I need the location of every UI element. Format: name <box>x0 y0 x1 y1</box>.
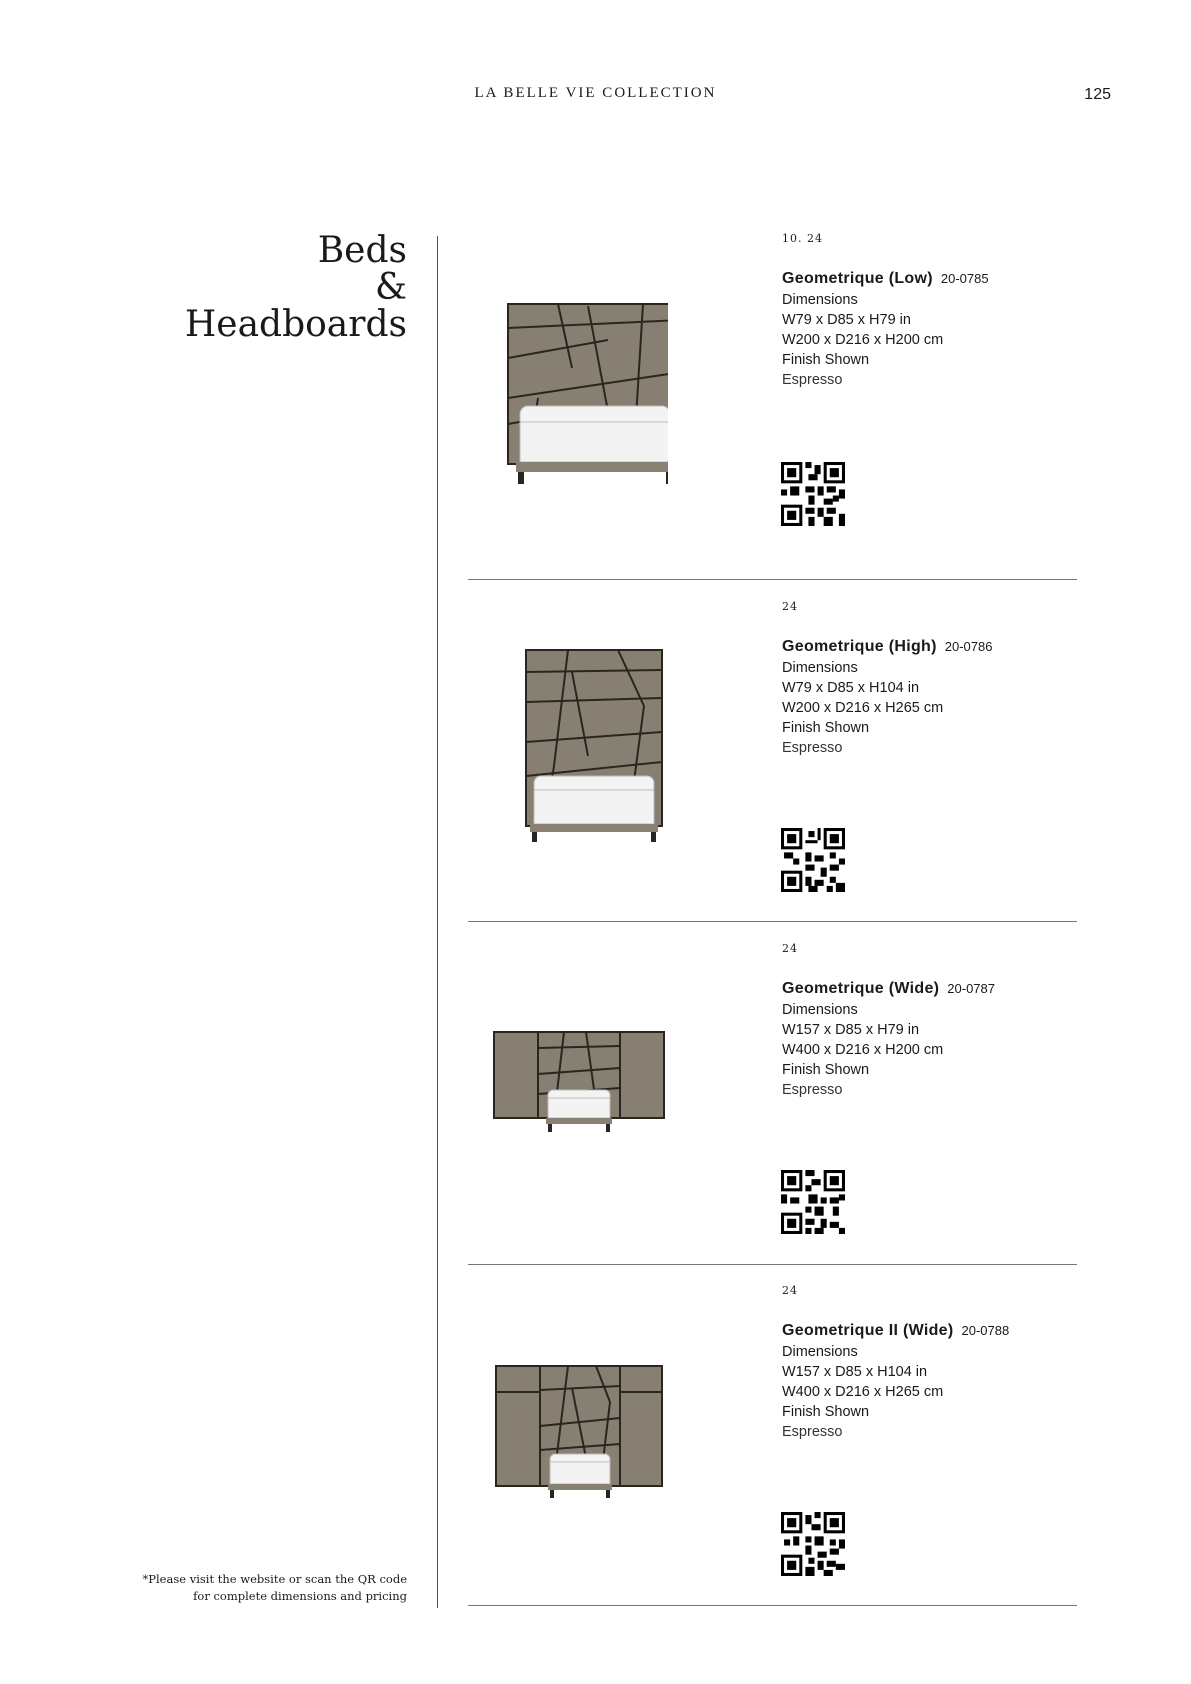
dimensions-inches: W157 x D85 x H79 in <box>782 1022 920 1038</box>
dimensions-inches: W79 x D85 x H104 in <box>782 680 920 696</box>
section-title-line-3: Headboards <box>184 304 407 345</box>
section-title-line-2: & <box>374 267 407 308</box>
page-number: 125 <box>1084 86 1111 103</box>
product-divider <box>468 921 1077 922</box>
dimensions-inches: W79 x D85 x H79 in <box>782 312 911 328</box>
product-name-line <box>782 270 1077 288</box>
dimensions-inches: W157 x D85 x H104 in <box>782 1364 928 1380</box>
product-name: Geometrique II (Wide) <box>782 1322 954 1339</box>
dimensions-cm: W400 x D216 x H265 cm <box>782 1384 944 1400</box>
product-info <box>782 942 1077 1100</box>
dimensions-cm: W200 x D216 x H265 cm <box>782 700 944 716</box>
qr-code-icon[interactable] <box>781 828 845 892</box>
section-title <box>185 232 407 343</box>
collection-title: LA BELLE VIE COLLECTION <box>474 85 717 101</box>
footnote-line-1: *Please visit the website or scan the QR code <box>142 1572 407 1586</box>
dimensions-cm: W200 x D216 x H200 cm <box>782 332 944 348</box>
dimensions-label: Dimensions <box>782 292 858 308</box>
product-name: Geometrique (Low) <box>782 270 933 287</box>
finish-value: Espresso <box>782 1082 843 1098</box>
product-code: 20-0786 <box>944 639 993 654</box>
finish-value: Espresso <box>782 372 843 388</box>
product-divider <box>468 1264 1077 1265</box>
product-name-line <box>782 638 1077 656</box>
vertical-divider <box>437 236 438 1608</box>
footnote <box>143 1571 407 1605</box>
product-info <box>782 232 1077 390</box>
product-name-line <box>782 980 1077 998</box>
finish-label: Finish Shown <box>782 1404 870 1420</box>
product-card-geometrique-wide <box>468 942 1077 1265</box>
product-code: 20-0785 <box>940 271 989 286</box>
qr-code-icon[interactable] <box>781 462 845 526</box>
dimensions-label: Dimensions <box>782 1344 858 1360</box>
product-card-geometrique-high <box>468 600 1077 922</box>
product-name: Geometrique (High) <box>782 638 937 655</box>
finish-value: Espresso <box>782 740 843 756</box>
product-divider <box>468 579 1077 580</box>
finish-label: Finish Shown <box>782 1062 870 1078</box>
product-info <box>782 600 1077 758</box>
finish-label: Finish Shown <box>782 720 870 736</box>
dimensions-cm: W400 x D216 x H200 cm <box>782 1042 944 1058</box>
product-card-geometrique-ii-wide <box>468 1284 1077 1606</box>
product-info <box>782 1284 1077 1442</box>
dimensions-label: Dimensions <box>782 1002 858 1018</box>
section-title-line-1: Beds <box>317 230 407 271</box>
product-name-line <box>782 1322 1077 1340</box>
finish-value: Espresso <box>782 1424 843 1440</box>
product-code: 20-0787 <box>947 981 995 996</box>
bed-wide-high-illustration <box>468 1362 668 1502</box>
product-card-geometrique-low <box>468 232 1077 580</box>
product-divider <box>468 1605 1077 1606</box>
product-index: 24 <box>782 600 798 613</box>
finish-label: Finish Shown <box>782 352 870 368</box>
bed-high-illustration <box>468 646 668 846</box>
product-index: 24 <box>782 1284 798 1297</box>
qr-code-icon[interactable] <box>781 1170 845 1234</box>
qr-code-icon[interactable] <box>781 1512 845 1576</box>
product-index: 24 <box>782 942 798 955</box>
dimensions-label: Dimensions <box>782 660 858 676</box>
product-code: 20-0788 <box>961 1323 1010 1338</box>
bed-wide-illustration <box>468 1028 668 1148</box>
product-index: 10. 24 <box>782 232 823 245</box>
bed-low-illustration <box>468 298 668 488</box>
footnote-line-2: for complete dimensions and pricing <box>193 1589 407 1603</box>
product-name: Geometrique (Wide) <box>782 980 940 997</box>
